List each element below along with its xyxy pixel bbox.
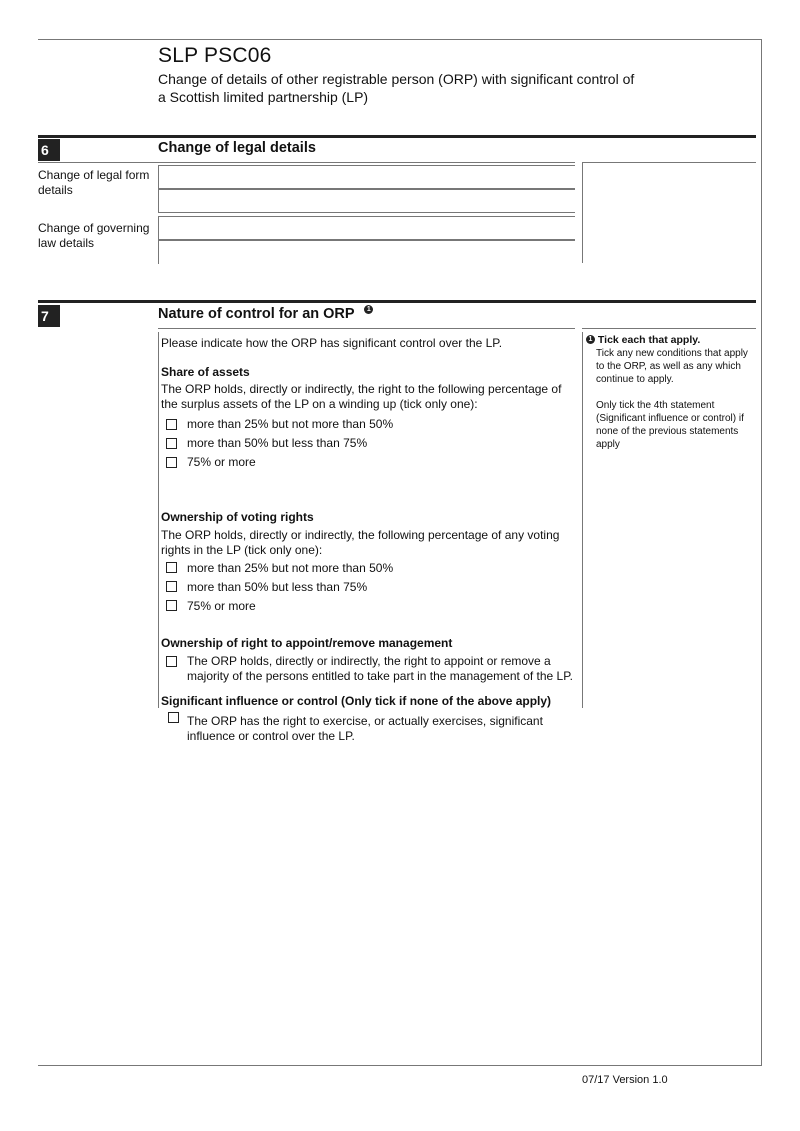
appoint-remove-text-1: The ORP holds, directly or indirectly, the right to appoint or remove a	[187, 654, 551, 668]
side-note	[586, 334, 751, 451]
section-6-bar	[38, 135, 756, 138]
governing-law-input-1[interactable]	[158, 216, 575, 240]
bottom-rule	[38, 1065, 762, 1066]
voting-rights-50-75-checkbox[interactable]	[166, 581, 177, 592]
voting-rights-desc-1: The ORP holds, directly or indirectly, the following percentage of any voting	[161, 528, 560, 542]
voting-rights-25-50-label: more than 25% but not more than 50%	[187, 561, 394, 575]
side-note-line3: continue to apply.	[596, 374, 674, 385]
form-subtitle	[158, 70, 658, 106]
form-subtitle-line2: a Scottish limited partnership (LP)	[158, 89, 369, 105]
share-assets-75-label: 75% or more	[187, 455, 256, 469]
appoint-remove-text-2: majority of the persons entitled to take part in the management of the LP.	[187, 669, 574, 683]
section-6-note-top	[582, 162, 756, 163]
section-7-bar	[38, 300, 756, 303]
share-assets-50-75-label: more than 50% but less than 75%	[187, 436, 368, 450]
share-assets-desc-2: the surplus assets of the LP on a winding up (tick only one):	[161, 397, 478, 411]
legal-form-label-line1: Change of legal form	[38, 168, 150, 182]
footer-version: 07/17 Version 1.0	[582, 1074, 668, 1086]
share-assets-desc-1: The ORP holds, directly or indirectly, the right to the following percentage of	[161, 382, 562, 396]
voting-rights-25-50-checkbox[interactable]	[166, 562, 177, 573]
info-icon: 1	[364, 305, 373, 314]
legal-form-label-line2: details	[38, 183, 73, 197]
section-6-underline	[38, 162, 575, 163]
significant-influence-heading: Significant influence or control (Only tick if none of the above apply)	[161, 694, 552, 708]
side-note-heading: Tick each that apply.	[597, 334, 701, 346]
side-note-line7: apply	[596, 439, 620, 450]
form-subtitle-line1: Change of details of other registrable person (ORP) with significant control of	[158, 71, 635, 87]
form-code: SLP PSC06	[158, 44, 272, 67]
side-note-icon: 1	[586, 335, 595, 344]
section-7-title-text: Nature of control for an ORP	[158, 306, 355, 322]
side-note-line1: Tick any new conditions that apply	[596, 348, 748, 359]
voting-rights-75-label: 75% or more	[187, 599, 256, 613]
side-note-line2: to the ORP, as well as any which	[596, 361, 741, 372]
share-assets-75-checkbox[interactable]	[166, 457, 177, 468]
side-note-heading-row	[586, 334, 751, 347]
governing-law-label-line1: Change of governing	[38, 221, 150, 235]
significant-influence-text-1: The ORP has the right to exercise, or actually exercises, significant	[187, 714, 543, 728]
section-7-note-top	[582, 328, 756, 329]
share-assets-25-50-label: more than 25% but not more than 50%	[187, 417, 394, 431]
section-7-intro: Please indicate how the ORP has significant control over the LP.	[161, 336, 503, 350]
voting-rights-75-checkbox[interactable]	[166, 600, 177, 611]
voting-rights-50-75-label: more than 50% but less than 75%	[187, 580, 368, 594]
governing-law-label	[38, 221, 153, 251]
legal-form-input-2[interactable]	[158, 189, 575, 213]
governing-law-input-2[interactable]	[158, 240, 575, 264]
side-note-body	[586, 347, 751, 451]
side-note-line4: Only tick the 4th statement	[596, 400, 715, 411]
top-rule	[38, 39, 762, 40]
legal-form-input-1[interactable]	[158, 165, 575, 189]
appoint-remove-heading: Ownership of right to appoint/remove management	[161, 636, 453, 650]
governing-law-label-line2: law details	[38, 236, 95, 250]
right-rule	[761, 39, 762, 1066]
side-note-line5: (Significant influence or control) if	[596, 413, 744, 424]
section-7-content-right	[582, 332, 583, 708]
section-7-content-left	[158, 332, 159, 708]
share-assets-heading: Share of assets	[161, 365, 250, 379]
voting-rights-desc-2: rights in the LP (tick only one):	[161, 543, 323, 557]
share-assets-25-50-checkbox[interactable]	[166, 419, 177, 430]
section-6-note-left	[582, 162, 583, 263]
side-note-line6: none of the previous statements	[596, 426, 739, 437]
voting-rights-heading: Ownership of voting rights	[161, 510, 314, 524]
section-6-title: Change of legal details	[158, 140, 316, 156]
section-7-underline	[158, 328, 575, 329]
significant-influence-text-2: influence or control over the LP.	[187, 729, 355, 743]
section-7-title	[158, 306, 373, 322]
section-7-number: 7	[38, 305, 60, 327]
legal-form-label	[38, 168, 153, 198]
section-6-number: 6	[38, 139, 60, 161]
side-note-spacer	[596, 386, 751, 399]
significant-influence-checkbox[interactable]	[168, 712, 179, 723]
appoint-remove-checkbox[interactable]	[166, 656, 177, 667]
share-assets-50-75-checkbox[interactable]	[166, 438, 177, 449]
